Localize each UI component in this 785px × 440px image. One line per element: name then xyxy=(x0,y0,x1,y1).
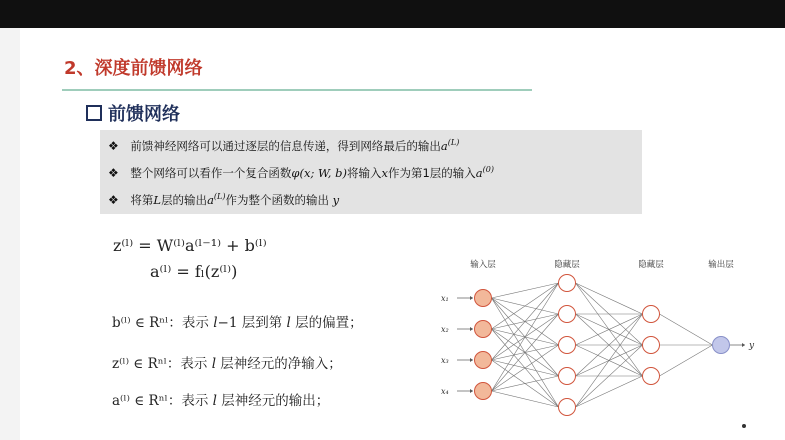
layer-label: 输出层 xyxy=(708,260,734,270)
diamond-bullet-icon: ❖ xyxy=(108,193,119,207)
arrow-head-icon xyxy=(470,327,473,331)
definition-bias xyxy=(112,311,363,331)
network-node xyxy=(475,383,492,400)
def-symbol: a⁽ˡ⁾ ∈ Rⁿˡ xyxy=(112,393,168,409)
def-symbol: z⁽ˡ⁾ ∈ Rⁿˡ xyxy=(112,356,167,372)
def-text: −1 层到第 xyxy=(217,315,287,331)
math-symbol: φ(x; W, b) xyxy=(291,166,347,180)
layer-label: 输入层 xyxy=(470,260,496,270)
network-edge xyxy=(492,283,559,391)
input-label: x₁ xyxy=(441,294,449,303)
definition-output xyxy=(112,389,329,409)
bullet-text: 作为第1层的输入 xyxy=(387,166,476,180)
network-node xyxy=(643,337,660,354)
input-label: x₄ xyxy=(441,387,449,396)
math-symbol: L xyxy=(153,193,162,207)
network-edge xyxy=(492,283,559,360)
bullet-text: 作为整个函数的输出 xyxy=(225,193,329,207)
definition-net-input xyxy=(112,352,342,372)
network-edge xyxy=(576,314,643,407)
math-superscript: (L) xyxy=(213,192,226,202)
math-symbol: a xyxy=(440,139,448,153)
section-heading xyxy=(86,100,180,126)
network-node xyxy=(643,368,660,385)
bullet-text: 整个网络可以看作一个复合函数 xyxy=(130,166,292,180)
bullet-text: 将第 xyxy=(130,193,154,207)
diamond-bullet-icon: ❖ xyxy=(108,166,119,180)
math-superscript: (L) xyxy=(447,138,460,148)
math-symbol: x xyxy=(381,166,388,180)
math-symbol: y xyxy=(332,193,340,207)
def-text: ：表示 xyxy=(167,393,213,409)
arrow-head-icon xyxy=(470,358,473,362)
bullet-1 xyxy=(108,138,459,154)
bullet-text: 层的输出 xyxy=(161,193,208,207)
def-text: 层神经元的输出； xyxy=(216,393,330,409)
input-label: x₃ xyxy=(441,356,449,365)
arrow-head-icon xyxy=(470,389,473,393)
top-bar xyxy=(0,0,785,28)
network-node xyxy=(559,275,576,292)
network-edge xyxy=(576,376,643,407)
equation-net-input: z⁽ˡ⁾ = W⁽ˡ⁾a⁽ˡ⁻¹⁾ + b⁽ˡ⁾ xyxy=(113,236,267,255)
diamond-bullet-icon: ❖ xyxy=(108,139,119,153)
network-node xyxy=(643,306,660,323)
arrow-head-icon xyxy=(742,343,745,347)
equation-activation: a⁽ˡ⁾ = fₗ(z⁽ˡ⁾) xyxy=(150,262,238,281)
def-text: ：表示 xyxy=(168,315,214,331)
neural-network-diagram xyxy=(435,255,765,425)
network-edge xyxy=(492,391,559,407)
def-italic: l xyxy=(213,315,218,331)
network-edge xyxy=(660,314,713,345)
network-edge xyxy=(576,283,643,314)
network-edge xyxy=(492,314,559,391)
def-text: ：表示 xyxy=(166,356,212,372)
network-edge xyxy=(492,345,559,391)
bullet-text: 将输入 xyxy=(346,166,382,180)
title-divider xyxy=(62,89,532,91)
network-node xyxy=(559,337,576,354)
layer-label: 隐藏层 xyxy=(554,260,580,270)
slide-title: 2、深度前馈网络 xyxy=(64,58,203,79)
def-italic: l xyxy=(286,315,291,331)
network-edge xyxy=(492,376,559,391)
bullet-text: 前馈神经网络可以通过逐层的信息传递，得到网络最后的输出 xyxy=(130,139,441,153)
network-edges xyxy=(492,283,713,407)
network-node xyxy=(475,352,492,369)
network-edge xyxy=(492,283,559,329)
network-node xyxy=(713,337,730,354)
math-symbol: a xyxy=(207,193,214,207)
def-symbol: b⁽ˡ⁾ ∈ Rⁿˡ xyxy=(112,315,169,331)
def-italic: l xyxy=(211,356,217,372)
network-node xyxy=(475,290,492,307)
layer-label: 隐藏层 xyxy=(638,260,664,270)
network-node xyxy=(559,368,576,385)
section-label: 前馈网络 xyxy=(108,104,180,125)
network-edge xyxy=(492,283,559,298)
network-node xyxy=(475,321,492,338)
network-node xyxy=(559,306,576,323)
bullet-box xyxy=(100,130,642,214)
arrow-head-icon xyxy=(470,296,473,300)
math-symbol: a xyxy=(475,166,483,180)
bullet-2 xyxy=(108,165,494,181)
output-label: y xyxy=(749,341,755,351)
bullet-3 xyxy=(108,192,339,208)
network-node xyxy=(559,399,576,416)
def-text: 层的偏置； xyxy=(290,315,363,331)
input-label: x₂ xyxy=(441,325,449,334)
def-italic: l xyxy=(212,393,217,409)
network-edge xyxy=(660,345,713,376)
slide-dot xyxy=(742,424,746,428)
math-superscript: (0) xyxy=(482,165,494,175)
checkbox-square-icon xyxy=(86,105,102,121)
def-text: 层神经元的净输入； xyxy=(216,356,342,372)
